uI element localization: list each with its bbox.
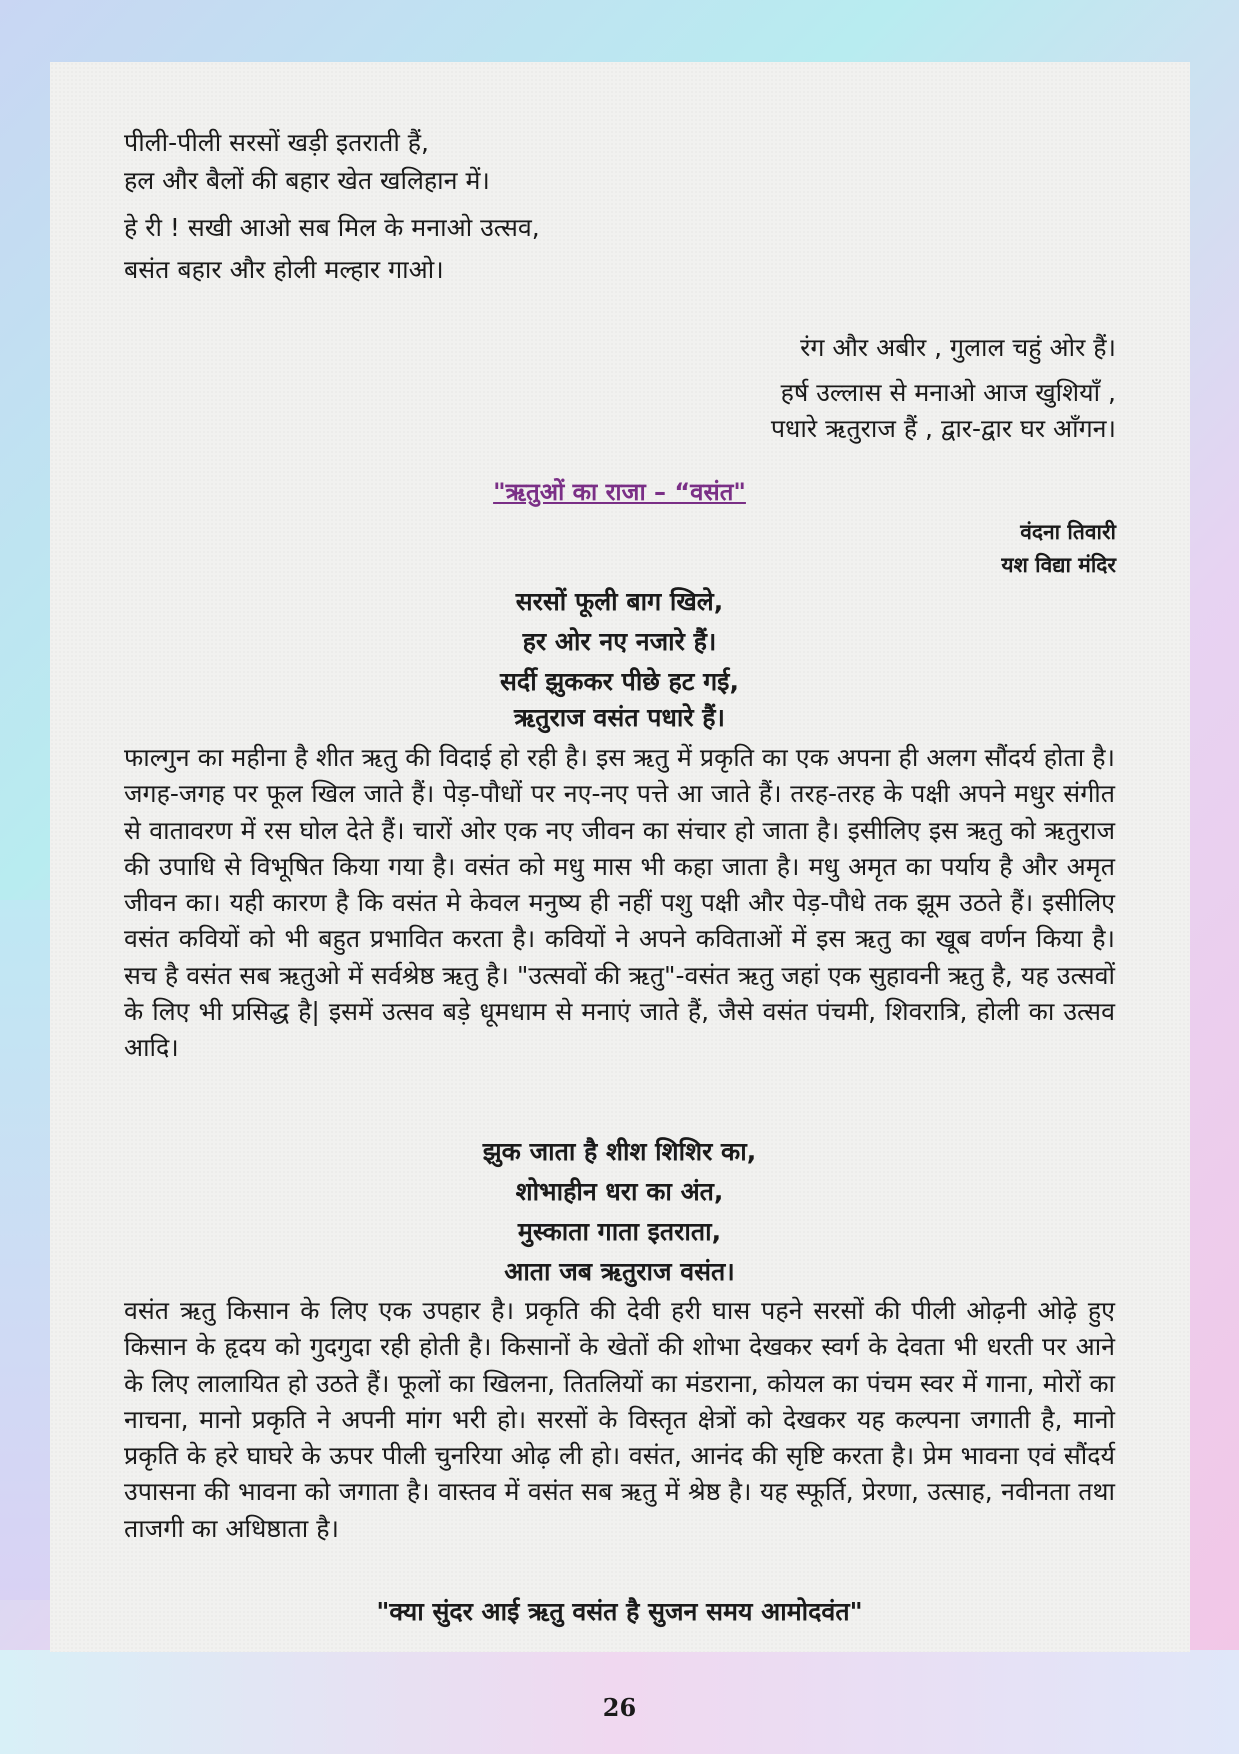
poem-line: पधारे ऋतुराज हैं , द्वार-द्वार घर आँगन। — [770, 414, 1116, 443]
poem-line: हर्ष उल्लास से मनाओ आज खुशियाँ , — [780, 378, 1116, 407]
closing-quote: "क्या सुंदर आई ऋतु वसंत है सुजन समय आमोदवंत" — [376, 1597, 863, 1626]
verse-line: झुक जाता है शीश शिशिर का, — [482, 1137, 757, 1166]
author-school: यश विद्या मंदिर — [1001, 553, 1116, 577]
poem-line: हल और बैलों की बहार खेत खलिहान में। — [124, 166, 490, 195]
verse-line: शोभाहीन धरा का अंत, — [515, 1177, 724, 1206]
verse-line: सर्दी झुककर पीछे हट गई, — [500, 667, 739, 696]
page-number: 26 — [602, 1693, 637, 1722]
poem-line: पीली-पीली सरसों खड़ी इतराती हैं, — [124, 128, 429, 157]
verse-line: सरसों फूली बाग खिले, — [515, 587, 724, 616]
poem-line: बसंत बहार और होली मल्हार गाओ। — [124, 255, 444, 284]
poem-line: रंग और अबीर , गुलाल चहुं ओर हैं। — [800, 333, 1116, 362]
poem-line: हे री ! सखी आओ सब मिल के मनाओ उत्सव, — [124, 213, 540, 242]
body-paragraph: फाल्गुन का महीना है शीत ऋतु की विदाई हो रही है। इस ऋतु में प्रकृति का एक अपना ही अलग सौंदर्य होता है। जगह-जगह पर फूल खिल जाते हैं। पेड़-पौधों पर नए-नए पत्ते आ जाते हैं। तरह-तरह के पक्षी अपने मधुर संगीत से वातावरण में रस घोल देते हैं। चारों ओर एक नए जीवन का संचार हो जाता है। इसीलिए इस ऋतु को ऋतुराज की उपाधि से विभूषित किया गया है। वसंत को मधु मास भी कहा जाता है। मधु अमृत का पर्याय है और अमृत जीवन का। यही कारण है कि वसंत मे केवल मनुष्य ही नहीं पशु पक्षी और पेड़-पौधे तक झूम उठते हैं। इसीलिए वसंत कवियों को भी बहुत प्रभावित करता है। कवियों ने अपने कविताओं में इस ऋतु का खूब वर्णन किया है। सच है वसंत सब ऋतुओ में सर्वश्रेष्ठ ऋतु है। "उत्सवों की ऋतु"-वसंत ऋतु जहां एक सुहावनी ऋतु है, यह उत्सवों के लिए भी प्रसिद्ध है| इसमें उत्सव बड़े धूमधाम से मनाएं जाते हैं, जैसे वसंत पंचमी, शिवरात्रि, होली का उत्सव आदि। — [124, 743, 1115, 1063]
article-title: "ऋतुओं का राजा – “वसंत" — [493, 478, 746, 506]
verse-line: आता जब ऋतुराज वसंत। — [504, 1257, 735, 1286]
verse-line: मुस्काता गाता इतराता, — [517, 1217, 722, 1246]
body-paragraph: वसंत ऋतु किसान के लिए एक उपहार है। प्रकृति की देवी हरी घास पहने सरसों की पीली ओढ़नी ओढ़े हुए किसान के हृदय को गुदगुदा रही होती है। किसानों के खेतों की शोभा देखकर स्वर्ग के देवता भी धरती पर आने के लिए लालायित हो उठते हैं। फूलों का खिलना, तितलियों का मंडराना, कोयल का पंचम स्वर में गाना, मोरों का नाचना, मानो प्रकृति ने अपनी मांग भरी हो। सरसों के विस्तृत क्षेत्रों को देखकर यह कल्पना जगाती है, मानो प्रकृति के हरे घाघरे के ऊपर पीली चुनरिया ओढ़ ली हो। वसंत, आनंद की सृष्टि करता है। प्रेम भावना एवं सौंदर्य उपासना की भावना को जगाता है। वास्तव में वसंत सब ऋतु में श्रेष्ठ है। यह स्फूर्ति, प्रेरणा, उत्साह, नवीनता तथा ताजगी का अधिष्ठाता है। — [124, 1296, 1115, 1543]
verse-line: हर ओर नए नजारे हैं। — [522, 627, 717, 656]
author-name: वंदना तिवारी — [1020, 520, 1116, 544]
verse-line: ऋतुराज वसंत पधारे हैं। — [513, 703, 725, 732]
